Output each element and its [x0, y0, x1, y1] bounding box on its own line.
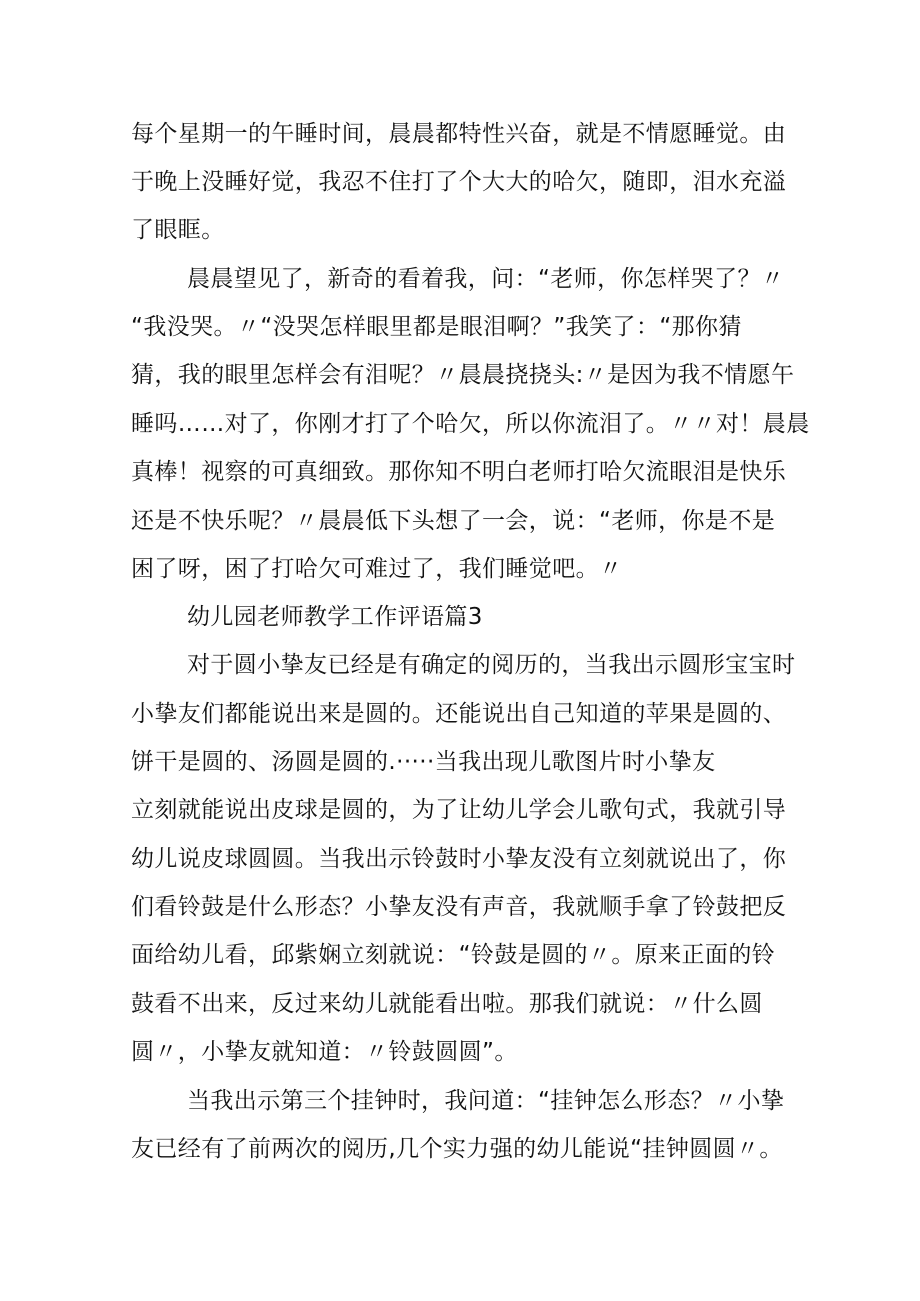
- paragraph-line: 们看铃鼓是什么形态？小挚友没有声音，我就顺手拿了铃鼓把反: [131, 894, 787, 920]
- paragraph-line: 猜，我的眼里怎样会有泪呢？〃晨晨挠挠头:〃是因为我不情愿午: [131, 362, 795, 388]
- paragraph-line: “我没哭。〃“没哭怎样眼里都是眼泪啊？”我笑了：“那你猜: [131, 314, 742, 340]
- paragraph-line: 对于圆小挚友已经是有确定的阅历的，当我出示圆形宝宝时: [187, 652, 796, 678]
- paragraph-line: 困了呀，困了打哈欠可难过了，我们睡觉吧。〃: [131, 556, 623, 582]
- paragraph-line: 当我出示第三个挂钟时，我问道：“挂钟怎么形态？〃小挚: [187, 1088, 785, 1114]
- paragraph-line: 饼干是圆的、汤圆是圆的.·····当我出现儿歌图片时小挚友: [131, 749, 716, 775]
- paragraph-line: 睡吗……对了，你刚才打了个哈欠，所以你流泪了。〃〃对！晨晨: [131, 411, 810, 437]
- paragraph-line: 圆〃，小挚友就知道：〃铃鼓圆圆”。: [131, 1039, 518, 1065]
- paragraph-line: 友已经有了前两次的阅历,几个实力强的幼儿能说“挂钟圆圆〃。: [131, 1136, 783, 1162]
- paragraph-line: 面给幼儿看，邱紫娴立刻就说：“铃鼓是圆的〃。原来正面的铃: [131, 942, 776, 968]
- paragraph-line: 每个星期一的午睡时间，晨晨都特性兴奋，就是不情愿睡觉。由: [131, 121, 787, 147]
- section-heading: 幼儿园老师教学工作评语篇3: [187, 604, 483, 630]
- paragraph-line: 还是不快乐呢？〃晨晨低下头想了一会，说：“老师，你是不是: [131, 508, 776, 534]
- paragraph-line: 了眼眶。: [131, 217, 225, 243]
- paragraph-line: 晨晨望见了，新奇的看着我，问：“老师，你怎样哭了？〃: [187, 266, 785, 292]
- paragraph-line: 幼儿说皮球圆圆。当我出示铃鼓时小挚友没有立刻就说出了，你: [131, 846, 787, 872]
- paragraph-line: 于晚上没睡好觉，我忍不住打了个大大的哈欠，随即，泪水充溢: [131, 169, 787, 195]
- paragraph-line: 真棒！视察的可真细致。那你知不明白老师打哈欠流眼泪是快乐: [131, 459, 787, 485]
- paragraph-line: 小挚友们都能说出来是圆的。还能说出自己知道的苹果是圆的、: [131, 701, 787, 727]
- paragraph-line: 立刻就能说出皮球是圆的，为了让幼儿学会儿歌句式，我就引导: [131, 797, 787, 823]
- paragraph-line: 鼓看不出来，反过来幼儿就能看出啦。那我们就说：〃什么圆: [131, 991, 763, 1017]
